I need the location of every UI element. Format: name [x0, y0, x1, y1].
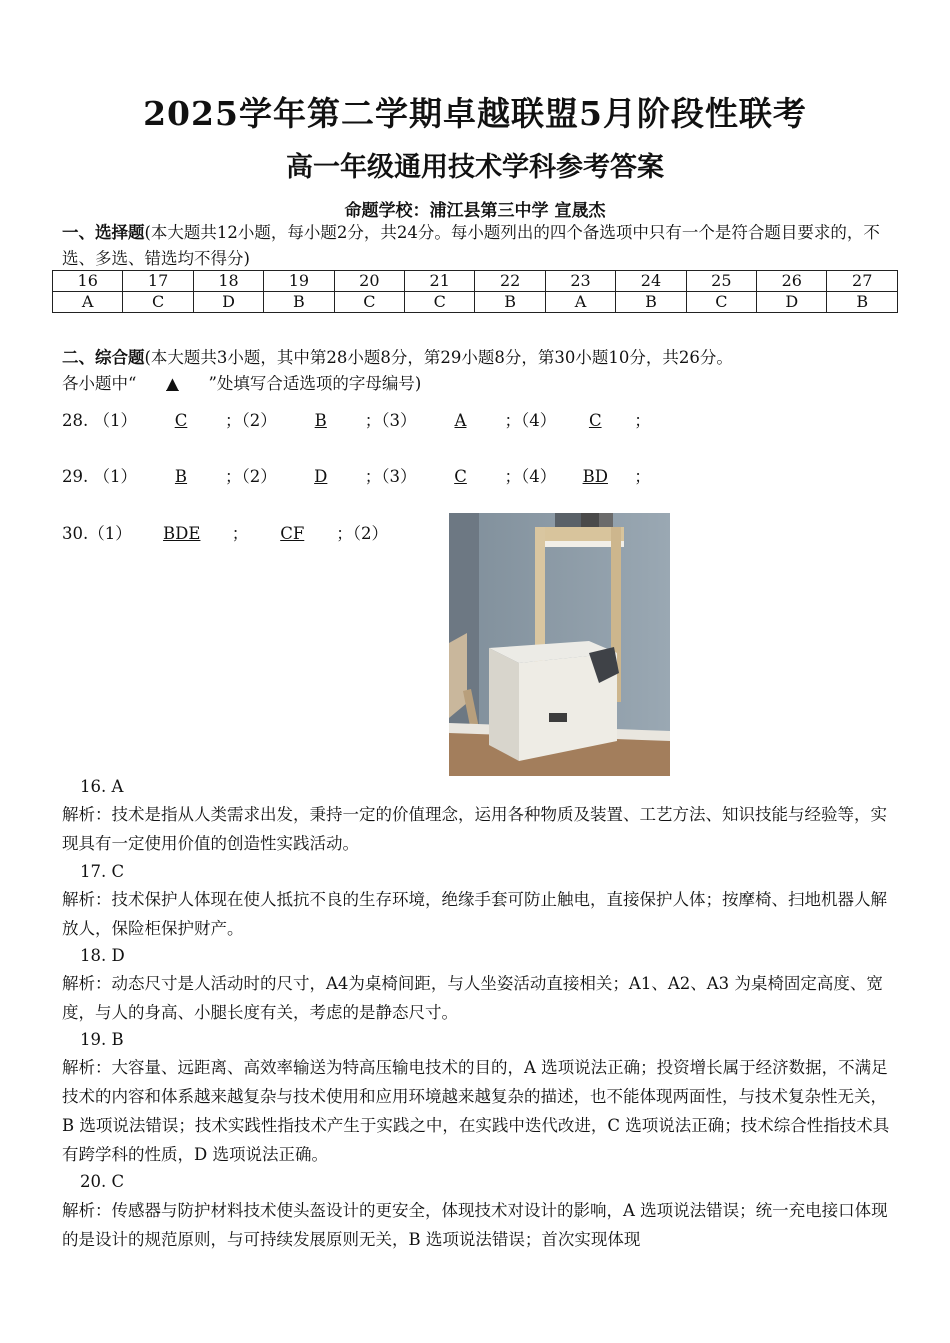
section1-desc: (本大题共12小题，每小题2分，共24分。每小题列出的四个备选项中只有一个是符合题目要求的，不选、多选、错选均不得分) — [62, 223, 880, 268]
table-cell: 24 — [616, 271, 686, 292]
answer-blank: C — [174, 411, 188, 430]
document-subtitle: 高一年级通用技术学科参考答案 — [286, 152, 664, 183]
wall-folding-chair-photo — [449, 513, 670, 776]
part-label: （1） — [93, 411, 137, 430]
table-cell: C — [686, 292, 756, 313]
answer-blank: D — [314, 467, 328, 486]
document-title: 2025学年第二学期卓越联盟5月阶段性联考 — [143, 94, 807, 133]
part-label: ；（2） — [336, 524, 388, 543]
section1-heading: 一、选择题 — [62, 223, 145, 242]
table-cell: 20 — [334, 271, 404, 292]
section1-intro — [62, 220, 892, 272]
answer-blank: B — [174, 467, 188, 486]
answer-blank: CF — [280, 524, 305, 543]
part-label: （1） — [93, 467, 137, 486]
table-cell: 17 — [123, 271, 193, 292]
answer-blank: C — [588, 411, 602, 430]
table-cell: B — [475, 292, 545, 313]
section2-desc: (本大题共3小题，其中第28小题8分，第29小题8分，第30小题10分，共26分。 — [144, 348, 733, 367]
answer-blank: A — [454, 411, 467, 430]
table-cell: B — [827, 292, 898, 313]
part-label: （1） — [88, 524, 132, 543]
explanation-text: 解析：传感器与防护材料技术使头盔设计的更安全，体现技术对设计的影响，A 选项说法错误；统一充电接口体现的是设计的规范原则，与可持续发展原则无关，B 选项说法错误；首次实现体现 — [62, 1201, 888, 1249]
table-cell: D — [757, 292, 827, 313]
explanation-text: 解析：动态尺寸是人活动时的尺寸，A4为桌椅间距，与人坐姿活动直接相关；A1、A2、A3 为桌椅固定高度、宽度，与人的身高、小腿长度有关，考虑的是静态尺寸。 — [62, 974, 883, 1022]
answer-blank: BDE — [163, 524, 201, 543]
table-cell: B — [616, 292, 686, 313]
part-label: ；（2） — [225, 411, 277, 430]
part-label: ；（4） — [504, 411, 557, 430]
q30-answer-line — [62, 520, 388, 544]
question-number: 30. — [62, 524, 89, 543]
section2-heading: 二、综合题 — [62, 348, 145, 367]
explanation-label: 16. A — [80, 777, 124, 796]
table-cell: 25 — [686, 271, 756, 292]
chair-illustration — [449, 513, 670, 776]
table-cell: C — [405, 292, 475, 313]
part-label: ；（2） — [225, 467, 277, 486]
section2-intro — [62, 345, 892, 397]
answer-blank: C — [454, 467, 467, 486]
explanation-text: 解析：技术保护人体现在使人抵抗不良的生存环境，绝缘手套可防止触电，直接保护人体；按摩椅、扫地机器人解放人，保险柜保护财产。 — [62, 890, 887, 938]
part-label: ； — [231, 524, 249, 543]
explanation-label: 17. C — [80, 862, 125, 881]
table-cell: 26 — [757, 271, 827, 292]
part-end: ； — [634, 411, 651, 430]
table-cell: 27 — [827, 271, 898, 292]
table-cell: A — [53, 292, 123, 313]
answer-table — [52, 270, 898, 313]
answer-blank: B — [314, 411, 327, 430]
table-cell: 23 — [545, 271, 615, 292]
answer-table-answer-row — [53, 292, 898, 313]
question-number: 29. — [62, 467, 89, 486]
table-cell: 21 — [405, 271, 475, 292]
part-label: ；（3） — [364, 411, 417, 430]
table-cell: C — [123, 292, 193, 313]
explanation-label: 20. C — [80, 1172, 125, 1191]
part-label: ；（4） — [504, 467, 557, 486]
table-cell: C — [334, 292, 404, 313]
answer-blank: BD — [582, 467, 608, 486]
question-number: 28. — [62, 411, 89, 430]
author-line: 命题学校：浦江县第三中学 宣晟杰 — [344, 201, 606, 221]
table-cell: 18 — [193, 271, 263, 292]
table-cell: A — [545, 292, 615, 313]
table-cell: B — [264, 292, 334, 313]
part-label: ；（3） — [364, 467, 417, 486]
section2-desc-part: ”处填写合适选项的字母编号) — [208, 374, 422, 393]
explanation-label: 18. D — [80, 946, 125, 965]
section2-desc-part: 各小题中“ — [62, 374, 137, 393]
table-cell: D — [193, 292, 263, 313]
q29-answer-line — [62, 463, 651, 487]
explanation-text: 解析：技术是指从人类需求出发，秉持一定的价值理念，运用各种物质及装置、工艺方法、知识技能与经验等，实现具有一定使用价值的创造性实践活动。 — [62, 805, 887, 853]
explanation-label: 19. B — [80, 1030, 124, 1049]
q28-answer-line — [62, 407, 651, 431]
explanation-text: 解析：大容量、远距离、高效率输送为特高压输电技术的目的，A 选项说法正确；投资增长属于经济数据，不满足技术的内容和体系越来越复杂与技术使用和应用环境越来越复杂的描述，也不能体现两面性，与技术复杂性无关，B 选项说法错误；技术实践性指技术产生于实践之中，在实践中迭代改进，C 选项说法正确；技术综合性指技术具有跨学科的性质，D 选项说法正确。 — [62, 1058, 890, 1164]
table-cell: 16 — [53, 271, 123, 292]
answer-table-number-row — [53, 271, 898, 292]
part-end: ； — [634, 467, 651, 486]
table-cell: 22 — [475, 271, 545, 292]
blank-mark: ▲ — [166, 374, 179, 393]
table-cell: 19 — [264, 271, 334, 292]
